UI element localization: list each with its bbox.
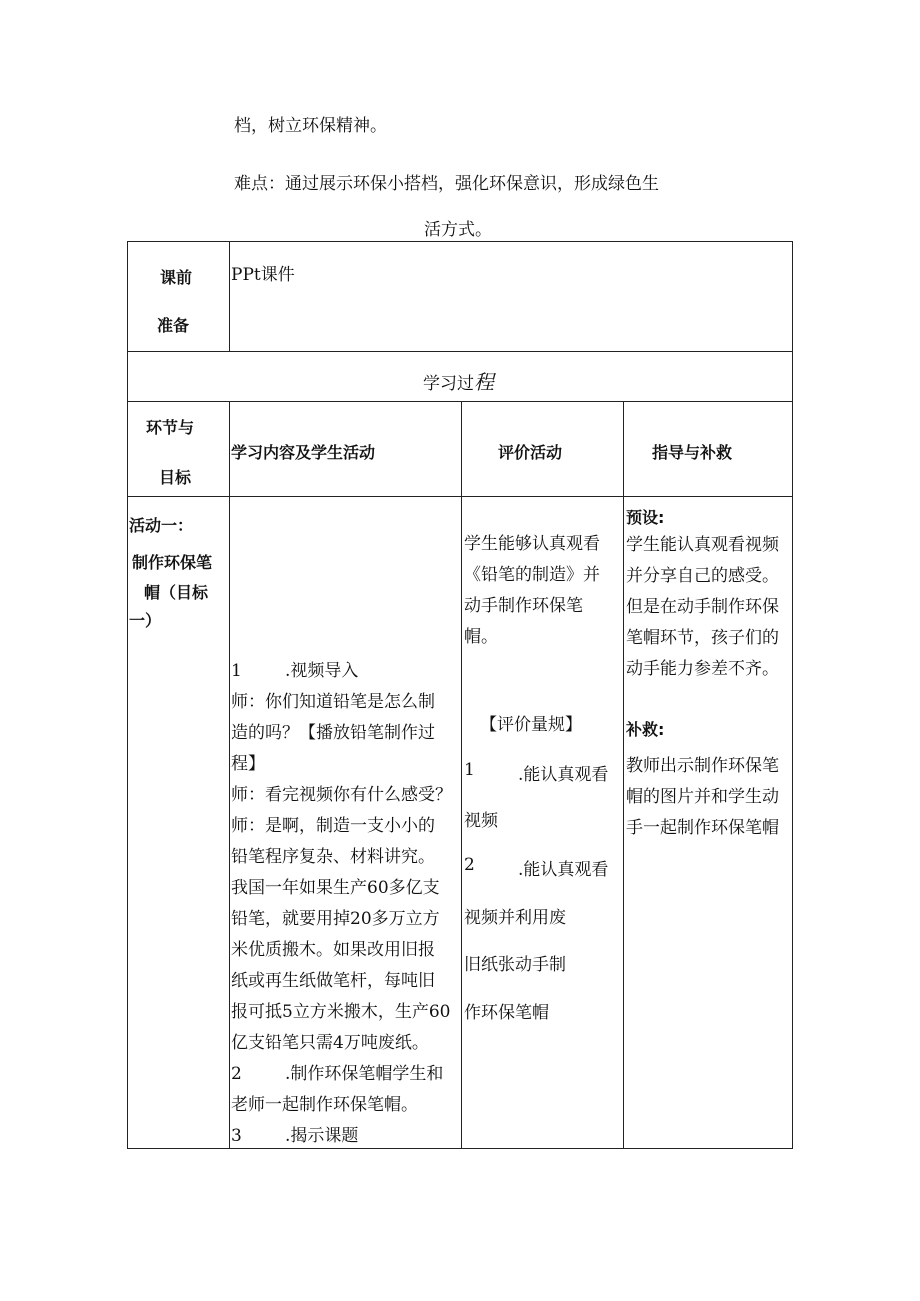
rubric-item-1-continuation: 视频 bbox=[464, 811, 498, 831]
table-rule bbox=[127, 496, 793, 497]
evaluation-intro-line: 动手制作环保笔 bbox=[464, 596, 583, 616]
content-item-1-text: .视频导入 bbox=[285, 661, 359, 681]
process-title-italic: 程 bbox=[474, 370, 494, 394]
header-col4: 指导与补救 bbox=[652, 443, 733, 462]
prep-content: PPt课件 bbox=[231, 265, 295, 285]
content-item-2-text: .制作环保笔帽学生和 bbox=[285, 1064, 444, 1084]
table-rule bbox=[127, 401, 793, 402]
evaluation-intro-line: 学生能够认真观看 bbox=[464, 534, 600, 554]
table-border-right bbox=[792, 241, 793, 1149]
guidance-preset-line: 并分享自己的感受。 bbox=[626, 566, 779, 586]
guidance-remedy-label: 补救: bbox=[626, 720, 665, 739]
header-col2: 学习内容及学生活动 bbox=[231, 443, 376, 462]
intro-line-3: 活方式。 bbox=[424, 220, 492, 240]
content-line: 纸或再生纸做笔杆，每吨旧 bbox=[231, 971, 435, 991]
guidance-preset-line: 学生能认真观看视频 bbox=[626, 535, 779, 555]
content-item-3-number: 3 bbox=[231, 1126, 242, 1146]
content-line: 程】 bbox=[231, 754, 265, 774]
intro-line-1: 档，树立环保精神。 bbox=[234, 116, 387, 136]
guidance-preset-label: 预设: bbox=[626, 508, 665, 527]
table-border-bottom bbox=[127, 1148, 793, 1149]
table-col-divider bbox=[461, 401, 462, 1149]
process-title bbox=[423, 366, 494, 395]
content-line: 造的吗？【播放铅笔制作过 bbox=[231, 723, 435, 743]
table-border-left bbox=[127, 241, 128, 1149]
content-item-2 bbox=[231, 1059, 459, 1090]
rubric-item-1-number: 1 bbox=[464, 760, 475, 780]
evaluation-intro-line: 帽。 bbox=[464, 627, 498, 647]
content-line: 我国一年如果生产60多亿支 bbox=[231, 878, 440, 898]
content-line: 报可抵5立方米搬木，生产60 bbox=[231, 1002, 451, 1022]
content-line: 师：看完视频你有什么感受？ bbox=[231, 785, 452, 805]
evaluation-intro bbox=[464, 529, 622, 653]
intro-line-2: 难点：通过展示环保小搭档，强化环保意识，形成绿色生 bbox=[234, 174, 659, 194]
content-item-2-number: 2 bbox=[231, 1064, 242, 1084]
guidance-remedy bbox=[626, 751, 792, 844]
rubric-item-2 bbox=[464, 855, 608, 880]
guidance-preset bbox=[626, 530, 792, 685]
content-item-1 bbox=[231, 656, 459, 687]
header-col1-line-1: 环节与 bbox=[146, 418, 195, 437]
prep-label-line-2: 准备 bbox=[157, 316, 190, 335]
evaluation-intro-line: 《铅笔的制造》并 bbox=[464, 565, 600, 585]
table-rule bbox=[127, 351, 793, 352]
rubric-item-2-continuation: 视频并利用废 bbox=[464, 908, 566, 928]
guidance-preset-line: 但是在动手制作环保 bbox=[626, 597, 779, 617]
activity-content bbox=[231, 656, 459, 1152]
rubric-item-2-continuation: 旧纸张动手制 bbox=[464, 955, 566, 975]
header-col1-line-2: 目标 bbox=[159, 468, 192, 487]
activity-label-line-2: 制作环保笔 bbox=[132, 553, 213, 572]
content-line: 师：你们知道铅笔是怎么制 bbox=[231, 692, 435, 712]
table-col-divider bbox=[229, 401, 230, 1149]
activity-label-line-4: 一） bbox=[129, 611, 162, 630]
rubric-item-1 bbox=[464, 760, 608, 785]
guidance-preset-line: 笔帽环节，孩子们的 bbox=[626, 628, 779, 648]
table-col-divider bbox=[623, 401, 624, 1149]
prep-label-line-1: 课前 bbox=[160, 268, 193, 287]
rubric-item-1-text: .能认真观看 bbox=[518, 765, 609, 785]
rubric-item-2-continuation: 作环保笔帽 bbox=[464, 1003, 549, 1023]
rubric-item-2-number: 2 bbox=[464, 855, 475, 875]
activity-label-line-1: 活动一： bbox=[129, 516, 194, 535]
guidance-preset-line: 动手能力参差不齐。 bbox=[626, 659, 779, 679]
content-item-3 bbox=[231, 1121, 459, 1152]
content-item-1-number: 1 bbox=[231, 661, 242, 681]
guidance-remedy-line: 手一起制作环保笔帽 bbox=[626, 818, 779, 838]
content-line: 铅笔程序复杂、材料讲究。 bbox=[231, 847, 435, 867]
table-col-divider bbox=[229, 241, 230, 352]
content-line: 铅笔，就要用掉20多万立方 bbox=[231, 909, 440, 929]
content-line: 米优质搬木。如果改用旧报 bbox=[231, 940, 435, 960]
process-title-main: 学习过 bbox=[423, 374, 474, 394]
header-col3: 评价活动 bbox=[498, 443, 563, 462]
rubric-item-2-text: .能认真观看 bbox=[518, 860, 609, 880]
table-border-top bbox=[127, 241, 793, 242]
activity-label-line-3: 帽（目标 bbox=[144, 583, 209, 602]
content-line: 师：是啊，制造一支小小的 bbox=[231, 816, 435, 836]
content-item-3-text: .揭示课题 bbox=[285, 1126, 359, 1146]
rubric-title: 【评价量规】 bbox=[480, 715, 582, 735]
content-line: 亿支铅笔只需4万吨废纸。 bbox=[231, 1033, 429, 1053]
content-item-2-continuation: 老师一起制作环保笔帽。 bbox=[231, 1095, 418, 1115]
guidance-remedy-line: 教师出示制作环保笔 bbox=[626, 756, 779, 776]
guidance-remedy-line: 帽的图片并和学生动 bbox=[626, 787, 779, 807]
